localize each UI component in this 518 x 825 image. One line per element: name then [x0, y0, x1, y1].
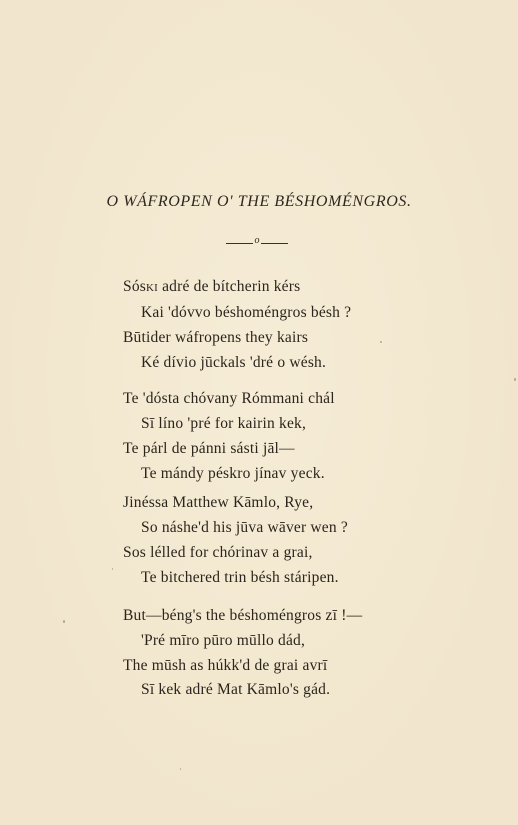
- verse-line: Te bitchered trin bésh stáripen.: [141, 569, 339, 586]
- verse-line: Sī kek adré Mat Kāmlo's gád.: [141, 681, 331, 698]
- title-ornament-divider: [226, 236, 288, 250]
- verse-line: Sos lélled for chórinav a grai,: [123, 544, 313, 561]
- paper-speck: [63, 620, 65, 623]
- verse-line: Te párl de pánni sásti jāl—: [123, 440, 295, 457]
- paper-speck: [112, 568, 113, 570]
- drop-word: Sós: [123, 278, 147, 295]
- verse-line: 'Pré mīro pūro mūllo dád,: [141, 632, 306, 649]
- verse-line: The mūsh as húkk'd de grai avrī: [123, 657, 328, 674]
- small-caps-word: ki: [146, 278, 159, 295]
- verse-line: Ké dívio jūckals 'dré o wésh.: [141, 354, 327, 371]
- verse-line: So náshe'd his jūva wāver wen ?: [141, 519, 348, 536]
- verse-text: adré de bítcherin kérs: [158, 278, 301, 295]
- paper-speck: [514, 378, 516, 381]
- verse-line: Kai 'dóvvo béshoméngros bésh ?: [141, 304, 352, 321]
- ornament-rule-right: [261, 243, 288, 244]
- ornament-letter: o: [254, 235, 260, 246]
- verse-line: Sī líno 'pré for kairin kek,: [141, 415, 307, 432]
- verse-line: Jinéssa Matthew Kāmlo, Rye,: [123, 494, 314, 511]
- verse-line: Te mándy péskro jínav yeck.: [141, 465, 325, 482]
- verse-line: Te 'dósta chóvany Rómmani chál: [123, 390, 335, 407]
- verse-line: But—béng's the béshoméngros zī !—: [123, 607, 363, 624]
- poem-title: O WÁFROPEN O' THE BÉSHOMÉNGROS.: [106, 193, 412, 210]
- verse-line: Būtider wáfropens they kairs: [123, 329, 309, 346]
- ornament-rule-left: [226, 243, 253, 244]
- verse-line: [123, 278, 300, 296]
- paper-speck: [380, 341, 382, 343]
- paper-speck: [180, 768, 181, 770]
